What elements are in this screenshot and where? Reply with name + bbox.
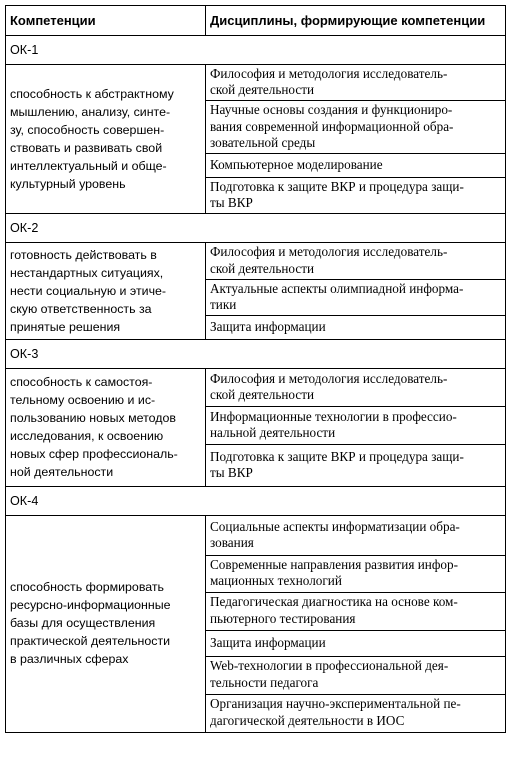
discipline-cell: Компьютерное моделирование	[206, 154, 506, 178]
table-row	[6, 65, 506, 101]
discipline-cell: Социальные аспекты информатизации обра- зования	[206, 516, 506, 556]
competency-description: способность к абстрактному мышлению, анализу, синте- зу, способность совершен- ствовать и развивать свой интеллектуальный и обще- культурный уровень	[6, 65, 206, 214]
discipline-cell: Философия и методология исследователь- ской деятельности	[206, 65, 506, 101]
discipline-cell: Педагогическая диагностика на основе ком- пьютерного тестирования	[206, 592, 506, 630]
competency-code-row	[6, 340, 506, 369]
discipline-cell: Актуальные аспекты олимпиадной информа- тики	[206, 279, 506, 315]
competency-description: способность формировать ресурсно-информационные базы для осуществления практической деятельности в различных сферах	[6, 516, 206, 732]
competency-description: способность к самостоя- тельному освоению и ис- пользованию новых методов исследования, к освоению новых сфер профессиональ- ной деятельности	[6, 369, 206, 487]
discipline-cell: Философия и методология исследователь- ской деятельности	[206, 369, 506, 407]
discipline-cell: Современные направления развития инфор- мационных технологий	[206, 556, 506, 592]
competency-code: ОК-1	[6, 36, 506, 65]
header-competencies: Компетенции	[6, 6, 206, 36]
competency-code-row	[6, 487, 506, 516]
table-header-row	[6, 6, 506, 36]
table-row	[6, 516, 506, 556]
competency-code: ОК-3	[6, 340, 506, 369]
discipline-cell: Подготовка к защите ВКР и процедура защи- ты ВКР	[206, 445, 506, 487]
competencies-table	[5, 5, 506, 733]
competency-code-row	[6, 214, 506, 243]
competency-code-row	[6, 36, 506, 65]
table-row	[6, 369, 506, 407]
discipline-cell: Защита информации	[206, 316, 506, 340]
discipline-cell: Web-технологии в профессиональной дея- тельности педагога	[206, 656, 506, 694]
discipline-cell: Философия и методология исследователь- ской деятельности	[206, 243, 506, 279]
competency-description: готовность действовать в нестандартных ситуациях, нести социальную и этиче- скую ответственность за принятые решения	[6, 243, 206, 340]
table-row	[6, 243, 506, 279]
competency-code: ОК-2	[6, 214, 506, 243]
discipline-cell: Подготовка к защите ВКР и процедура защи- ты ВКР	[206, 178, 506, 214]
header-disciplines: Дисциплины, формирующие компетенции	[206, 6, 506, 36]
competency-code: ОК-4	[6, 487, 506, 516]
discipline-cell: Информационные технологии в профессио- нальной деятельности	[206, 407, 506, 445]
discipline-cell: Научные основы создания и функциониро- вания современной информационной обра- зовательной среды	[206, 101, 506, 154]
discipline-cell: Организация научно-экспериментальной пе- дагогической деятельности в ИОС	[206, 694, 506, 732]
discipline-cell: Защита информации	[206, 630, 506, 656]
